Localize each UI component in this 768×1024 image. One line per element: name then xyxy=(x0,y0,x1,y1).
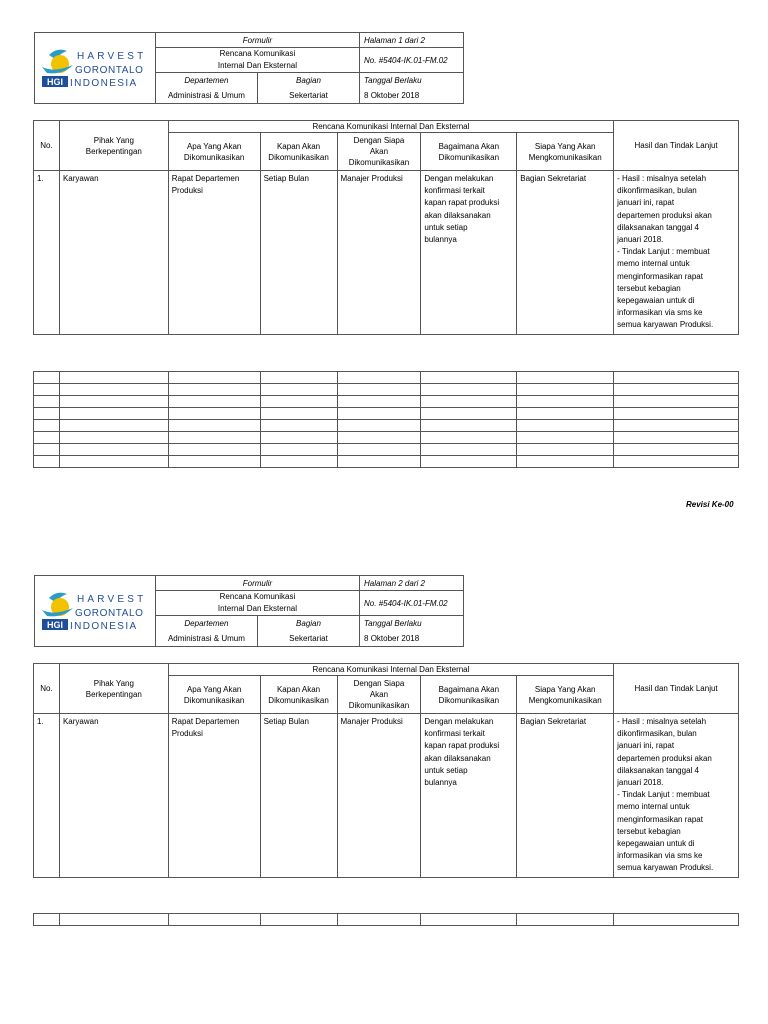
company-logo-cell xyxy=(35,33,156,104)
hasil-line: menginformasikan rapat xyxy=(617,271,703,281)
form-title-line1: Rencana Komunikasi xyxy=(219,49,296,58)
tanggal-cell xyxy=(360,73,464,104)
hasil-line: kepegawaian untuk di xyxy=(617,296,695,306)
empty-row xyxy=(34,384,739,396)
col-dengan-line3: Dikomunikasikan xyxy=(348,158,410,167)
logo-word-indonesia: INDONESIA xyxy=(69,621,138,632)
col-apa-line2: Dikomunikasikan xyxy=(183,695,245,705)
col-dengan-line1: Dengan Siapa xyxy=(353,136,405,145)
departemen-label: Departemen xyxy=(184,619,229,628)
hasil-line: departemen produksi akan xyxy=(617,753,712,763)
col-siapa-line1: Siapa Yang Akan xyxy=(534,141,596,151)
hasil-line: tersebut kebagian xyxy=(617,283,681,293)
bagaimana-line: konfirmasi terkait xyxy=(424,729,485,739)
row-apa-line1: Rapat Departemen xyxy=(171,717,240,726)
col-kapan-line2: Dikomunikasikan xyxy=(268,695,329,705)
empty-row xyxy=(34,914,739,926)
col-siapa-line1: Siapa Yang Akan xyxy=(534,684,596,694)
departemen-value: Administrasi & Umum xyxy=(167,634,245,643)
col-pihak-line1: Pihak Yang xyxy=(93,678,134,688)
logo-word-gorontalo: GORONTALO xyxy=(74,65,144,76)
hasil-line: dikonfirmasikan, bulan xyxy=(617,729,697,739)
bagaimana-line: untuk setiap xyxy=(424,765,468,775)
col-hasil: Hasil dan Tindak Lanjut xyxy=(614,664,739,714)
hasil-line: januari 2018. xyxy=(617,235,664,245)
row-kapan: Setiap Bulan xyxy=(260,171,337,335)
logo-word-harvest: HARVEST xyxy=(76,594,147,605)
bagian-value: Sekertariat xyxy=(289,634,328,643)
doc-number: No. #5404-IK.01-FM.02 xyxy=(360,48,464,73)
row-apa-line2: Produksi xyxy=(171,186,203,196)
empty-row xyxy=(34,396,739,408)
empty-row xyxy=(34,432,739,444)
col-dengan-line1: Dengan Siapa xyxy=(353,679,405,688)
col-dengan xyxy=(337,133,421,171)
row-apa-line2: Produksi xyxy=(171,729,203,739)
form-title-line2: Internal Dan Eksternal xyxy=(217,61,298,70)
logo-word-harvest: HARVEST xyxy=(76,51,147,62)
table-row xyxy=(34,714,739,878)
col-siapa-line2: Mengkomunikasikan xyxy=(528,152,602,162)
hasil-line: dilaksanakan tanggal 4 xyxy=(617,765,699,775)
harvest-logo-icon xyxy=(39,45,151,91)
col-pihak-line1: Pihak Yang xyxy=(93,135,134,145)
form-title xyxy=(155,48,359,73)
col-kapan-line2: Dikomunikasikan xyxy=(268,152,329,162)
hasil-line: - Hasil : misalnya setelah xyxy=(617,174,707,183)
row-dengan: Manajer Produksi xyxy=(337,714,421,878)
row-hasil xyxy=(614,171,739,335)
empty-row xyxy=(34,420,739,432)
communication-plan-table-2 xyxy=(33,663,739,878)
row-dengan: Manajer Produksi xyxy=(337,171,421,335)
tanggal-label: Tanggal Berlaku xyxy=(364,76,422,85)
revisi-label: Revisi Ke-00 xyxy=(686,500,734,509)
bagaimana-line: akan dilaksanakan xyxy=(424,753,491,763)
col-kapan-line1: Kapan Akan xyxy=(276,684,321,694)
tanggal-cell xyxy=(360,616,464,647)
form-title-line1: Rencana Komunikasi xyxy=(219,592,296,601)
formulir-label: Formulir xyxy=(155,576,359,591)
col-kapan-line1: Kapan Akan xyxy=(276,141,321,151)
col-pihak-line2: Berkepentingan xyxy=(85,689,142,699)
bagaimana-line: kapan rapat produksi xyxy=(424,198,500,208)
group-title: Rencana Komunikasi Internal Dan Eksternal xyxy=(168,664,613,676)
hasil-line: menginformasikan rapat xyxy=(617,814,703,824)
col-no: No. xyxy=(34,664,60,714)
bagaimana-line: bulannya xyxy=(424,778,457,788)
col-dengan-line2: Akan xyxy=(369,690,389,699)
empty-grid-1 xyxy=(33,371,739,468)
col-bagaimana-line2: Dikomunikasikan xyxy=(438,695,500,705)
col-apa-line2: Dikomunikasikan xyxy=(183,152,245,162)
row-apa xyxy=(168,171,260,335)
col-apa xyxy=(168,676,260,714)
hasil-line: - Tindak Lanjut : membuat xyxy=(617,247,710,257)
tanggal-label: Tanggal Berlaku xyxy=(364,619,422,628)
col-dengan-line2: Akan xyxy=(369,147,389,156)
hasil-line: - Tindak Lanjut : membuat xyxy=(617,790,710,800)
logo-word-gorontalo: GORONTALO xyxy=(74,608,144,619)
halaman-label: Halaman 2 dari 2 xyxy=(360,576,464,591)
empty-row xyxy=(34,456,739,468)
row-apa xyxy=(168,714,260,878)
table-row xyxy=(34,171,739,335)
bagian-value: Sekertariat xyxy=(289,91,328,100)
hasil-line: dikonfirmasikan, bulan xyxy=(617,186,697,196)
col-bagaimana xyxy=(421,676,517,714)
hasil-line: semua karyawan Produksi. xyxy=(617,320,714,330)
col-siapa xyxy=(517,133,614,171)
hasil-line: semua karyawan Produksi. xyxy=(617,863,714,873)
empty-row xyxy=(34,444,739,456)
hasil-line: tersebut kebagian xyxy=(617,826,681,836)
bagaimana-line: konfirmasi terkait xyxy=(424,186,485,196)
hasil-line: januari ini, rapat xyxy=(617,198,675,208)
col-dengan xyxy=(337,676,421,714)
row-siapa: Bagian Sekretariat xyxy=(517,714,614,878)
halaman-label: Halaman 1 dari 2 xyxy=(360,33,464,48)
company-logo xyxy=(35,588,155,634)
logo-mark: HGI xyxy=(46,77,63,87)
row-no: 1. xyxy=(34,714,60,878)
col-kapan xyxy=(260,133,337,171)
col-bagaimana xyxy=(421,133,517,171)
logo-mark: HGI xyxy=(46,620,63,630)
form-title-line2: Internal Dan Eksternal xyxy=(217,604,298,613)
doc-number: No. #5404-IK.01-FM.02 xyxy=(360,591,464,616)
col-dengan-line3: Dikomunikasikan xyxy=(348,701,410,710)
tanggal-value: 8 Oktober 2018 xyxy=(364,91,420,100)
company-logo xyxy=(35,45,155,91)
tanggal-value: 8 Oktober 2018 xyxy=(364,634,420,643)
hasil-line: memo internal untuk xyxy=(617,802,690,812)
bagaimana-line: kapan rapat produksi xyxy=(424,741,500,751)
hasil-line: memo internal untuk xyxy=(617,259,690,269)
row-pihak: Karyawan xyxy=(59,171,168,335)
row-kapan: Setiap Bulan xyxy=(260,714,337,878)
row-pihak: Karyawan xyxy=(59,714,168,878)
bagian-label: Bagian xyxy=(296,619,321,628)
col-no: No. xyxy=(34,121,60,171)
col-bagaimana-line1: Bagaimana Akan xyxy=(438,684,500,694)
empty-row xyxy=(34,408,739,420)
col-pihak-line2: Berkepentingan xyxy=(85,146,142,156)
row-siapa: Bagian Sekretariat xyxy=(517,171,614,335)
company-logo-cell xyxy=(35,576,156,647)
row-bagaimana xyxy=(421,714,517,878)
col-bagaimana-line2: Dikomunikasikan xyxy=(438,152,500,162)
bagian-label: Bagian xyxy=(296,76,321,85)
harvest-logo-icon xyxy=(39,588,151,634)
bagaimana-line: akan dilaksanakan xyxy=(424,210,491,220)
col-hasil: Hasil dan Tindak Lanjut xyxy=(614,121,739,171)
hasil-line: januari 2018. xyxy=(617,778,664,788)
col-pihak xyxy=(59,664,168,714)
hasil-line: informasikan via sms ke xyxy=(617,308,703,318)
bagaimana-line: Dengan melakukan xyxy=(424,717,494,726)
bagian-cell xyxy=(257,616,359,647)
col-kapan xyxy=(260,676,337,714)
bagaimana-line: bulannya xyxy=(424,235,457,245)
bagian-cell xyxy=(257,73,359,104)
empty-grid-2 xyxy=(33,913,739,926)
col-siapa-line2: Mengkomunikasikan xyxy=(528,695,602,705)
bagaimana-line: Dengan melakukan xyxy=(424,174,494,183)
hasil-line: dilaksanakan tanggal 4 xyxy=(617,222,699,232)
row-bagaimana xyxy=(421,171,517,335)
departemen-cell xyxy=(155,73,257,104)
departemen-value: Administrasi & Umum xyxy=(167,91,245,100)
col-siapa xyxy=(517,676,614,714)
formulir-label: Formulir xyxy=(155,33,359,48)
empty-row xyxy=(34,372,739,384)
row-no: 1. xyxy=(34,171,60,335)
form-title xyxy=(155,591,359,616)
departemen-cell xyxy=(155,616,257,647)
col-pihak xyxy=(59,121,168,171)
col-bagaimana-line1: Bagaimana Akan xyxy=(438,141,500,151)
communication-plan-table-1 xyxy=(33,120,739,335)
hasil-line: informasikan via sms ke xyxy=(617,851,703,861)
col-apa-line1: Apa Yang Akan xyxy=(186,141,242,151)
col-apa-line1: Apa Yang Akan xyxy=(186,684,242,694)
row-apa-line1: Rapat Departemen xyxy=(171,174,240,183)
bagaimana-line: untuk setiap xyxy=(424,222,468,232)
hasil-line: departemen produksi akan xyxy=(617,210,712,220)
form-header-2 xyxy=(34,575,464,647)
col-apa xyxy=(168,133,260,171)
logo-word-indonesia: INDONESIA xyxy=(69,78,138,89)
departemen-label: Departemen xyxy=(184,76,229,85)
hasil-line: januari ini, rapat xyxy=(617,741,675,751)
hasil-line: - Hasil : misalnya setelah xyxy=(617,717,707,726)
row-hasil xyxy=(614,714,739,878)
hasil-line: kepegawaian untuk di xyxy=(617,839,695,849)
form-header-1 xyxy=(34,32,464,104)
group-title: Rencana Komunikasi Internal Dan Eksternal xyxy=(168,121,613,133)
